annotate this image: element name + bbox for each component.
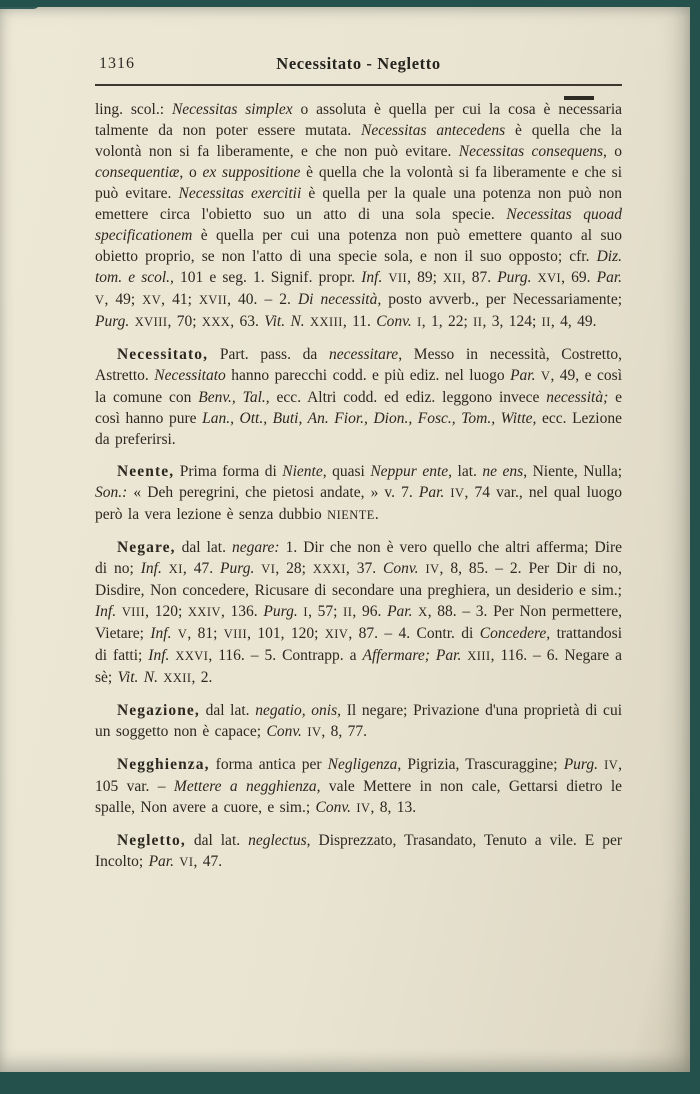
entry-necessita-continuation bbox=[95, 99, 622, 333]
rule-accent-mark bbox=[564, 96, 594, 100]
text-run: Son.: bbox=[95, 484, 128, 501]
text-run: Purg. bbox=[563, 756, 598, 773]
text-run: lat. bbox=[452, 463, 483, 480]
text-run: e così hanno pure bbox=[95, 389, 622, 427]
entry-negletto bbox=[95, 830, 622, 873]
text-run: , 11. bbox=[342, 313, 377, 330]
text-run: è quella per la quale una potenza non può non emettere circa l'obietto suo un atto di una sola specie. bbox=[95, 185, 622, 223]
text-run: necessità; bbox=[546, 389, 609, 406]
text-run: Vit. N. bbox=[264, 313, 305, 330]
text-run: XV bbox=[142, 293, 162, 307]
text-run: o assoluta è quella per cui la cosa è necessaria talmente da non poter essere mutata. bbox=[95, 101, 623, 139]
text-run: Vit. N. bbox=[117, 669, 158, 686]
text-run: I bbox=[417, 315, 422, 329]
text-run: Benv., Tal., bbox=[198, 389, 270, 406]
text-run: XVII bbox=[198, 293, 228, 307]
headword: Negazione, bbox=[117, 702, 200, 719]
text-run bbox=[162, 560, 169, 577]
text-run: dal lat. bbox=[199, 702, 256, 719]
text-run: « Deh peregrini, che pietosi andate, » v. 7. bbox=[127, 484, 419, 501]
text-run: Inf. bbox=[150, 625, 172, 642]
text-run: , Niente, Nulla; bbox=[523, 463, 623, 480]
text-run: Purg. bbox=[220, 560, 255, 577]
text-run: XXIV bbox=[187, 605, 221, 619]
text-run: , Disprezzato, Trasandato, Tenuto a vile. E per Incolto; bbox=[95, 832, 622, 870]
text-run: XVIII bbox=[134, 315, 168, 329]
text-run: Necessitas simplex bbox=[171, 101, 293, 118]
text-run: , 2. bbox=[191, 669, 213, 686]
text-run: IV bbox=[425, 562, 440, 576]
text-run: Part. pass. da bbox=[208, 346, 330, 363]
text-run: , o bbox=[179, 164, 203, 181]
text-run: vale Mettere in non cale, Gettarsi dietro le spalle, Non avere a cuore, e sim.; bbox=[95, 778, 623, 816]
text-run: neglectus bbox=[248, 832, 307, 849]
text-run: X bbox=[418, 605, 428, 619]
text-run: , 49; bbox=[104, 291, 143, 308]
text-run: dal lat. bbox=[185, 832, 249, 849]
text-run: XXX bbox=[201, 315, 231, 329]
text-run: posto avverb., per Necessariamente; bbox=[381, 291, 623, 308]
text-run: XVI bbox=[537, 271, 562, 285]
text-run: , 74 var., nel qual luogo però la vera lezione è senza dubbio bbox=[95, 484, 622, 523]
text-run: è quella che la volontà si fa liberamente e che si può evitare. bbox=[95, 164, 623, 202]
text-run: , o bbox=[603, 143, 623, 160]
headword: Necessitato, bbox=[117, 346, 209, 363]
text-run: , 1, 22; bbox=[421, 313, 474, 330]
text-run: , 3, 124; bbox=[482, 313, 542, 330]
text-run: , 87. – 4. Contr. di bbox=[348, 625, 480, 642]
text-run: Par. bbox=[435, 647, 462, 664]
text-run: , 8, 13. bbox=[370, 799, 417, 816]
page-content bbox=[95, 52, 622, 873]
running-title: Necessitato - Negletto bbox=[276, 54, 441, 73]
text-run: Purg. bbox=[263, 603, 298, 620]
text-run: Diz. tom. e scol., bbox=[95, 248, 622, 286]
text-run: ecc. Lezione da preferirsi. bbox=[95, 410, 622, 448]
text-run: IV bbox=[604, 758, 619, 772]
text-run: 1. Dir che non è vero quello che altri afferma; Dire di no; bbox=[95, 539, 622, 577]
text-run: , 57; bbox=[308, 603, 344, 620]
text-run: , 28; bbox=[275, 560, 313, 577]
text-run: Inf. bbox=[361, 269, 383, 286]
text-run: VI bbox=[179, 855, 194, 869]
text-run: , Pigrizia, Trascuraggine; bbox=[397, 756, 564, 773]
text-run: , 101, 120; bbox=[247, 625, 325, 642]
text-run: negatio, onis, bbox=[255, 702, 342, 719]
text-run: , 8, 85. – 2. Per Dir di no, Disdire, Non concedere, Ricusare di secondare una preghiera, un desiderio e sim.; bbox=[95, 560, 623, 599]
text-run: XXXI bbox=[312, 562, 346, 576]
text-run: Purg. bbox=[497, 269, 532, 286]
text-run: , 81; bbox=[187, 625, 224, 642]
headword: Negare, bbox=[117, 539, 176, 556]
text-run: , 41; bbox=[161, 291, 199, 308]
text-run: Necessitas quoad specificationem bbox=[95, 206, 623, 244]
text-run: ex suppositione bbox=[202, 164, 301, 181]
text-run: NIENTE bbox=[327, 508, 375, 522]
text-run: Inf. bbox=[140, 560, 162, 577]
text-run: XIII bbox=[467, 649, 491, 663]
text-run: XI bbox=[168, 562, 183, 576]
page-number: 1316 bbox=[99, 55, 135, 72]
text-run: Purg. bbox=[95, 313, 130, 330]
text-run: V bbox=[177, 627, 188, 641]
text-run: II bbox=[541, 315, 551, 329]
text-run: V bbox=[95, 293, 105, 307]
text-run: IV bbox=[307, 725, 322, 739]
text-run: , 49, e così la comune con bbox=[95, 367, 622, 406]
text-run: , 120; bbox=[145, 603, 188, 620]
text-run: , 136. bbox=[220, 603, 264, 620]
entry-negazione bbox=[95, 700, 622, 743]
headword: Neente, bbox=[117, 463, 175, 480]
text-run: Prima forma di bbox=[174, 463, 283, 480]
text-run: Conv. bbox=[315, 799, 351, 816]
text-run: , 63. bbox=[230, 313, 265, 330]
entry-negghienza bbox=[95, 754, 622, 819]
text-run: Lan., Ott., Buti, An. Fior., Dion., Fosc., Tom., Witte, bbox=[202, 410, 537, 427]
text-run: Inf. bbox=[95, 603, 117, 620]
text-run: forma antica per bbox=[209, 756, 328, 773]
header-rule bbox=[95, 84, 622, 86]
text-run: , 87. bbox=[461, 269, 498, 286]
text-run: IV bbox=[450, 486, 465, 500]
text-run: , 105 var. – bbox=[95, 756, 623, 795]
entry-negare bbox=[95, 537, 622, 689]
text-run: XIV bbox=[324, 627, 349, 641]
text-run: , 116. – 6. Negare a sè; bbox=[95, 647, 622, 686]
headword: Negghienza, bbox=[117, 756, 210, 773]
page-header bbox=[95, 52, 622, 78]
text-run: Inf. bbox=[148, 647, 170, 664]
text-run: , 88. – 3. Per Non permettere, Vietare; bbox=[95, 603, 623, 642]
text-run: 101 e seg. 1. Signif. propr. bbox=[173, 269, 362, 286]
text-run: ne ens bbox=[482, 463, 524, 480]
text-run: Neppur ente, bbox=[370, 463, 453, 480]
text-run: Par. bbox=[418, 484, 445, 501]
text-run: Mettere a negghienza, bbox=[173, 778, 321, 795]
text-run: VII bbox=[388, 271, 408, 285]
text-run: XXVI bbox=[175, 649, 209, 663]
text-run: VI bbox=[261, 562, 276, 576]
text-run: Affermare; bbox=[362, 647, 430, 664]
text-run: VIII bbox=[223, 627, 248, 641]
text-run: Di necessità, bbox=[297, 291, 382, 308]
text-run: Niente bbox=[282, 463, 323, 480]
text-run: ecc. Altri codd. ed ediz. leggono invece bbox=[269, 389, 547, 406]
text-run: , 8, 77. bbox=[321, 723, 368, 740]
text-run: è quella che la volontà non si fa liberamente, e che non può evitare. bbox=[95, 122, 622, 160]
entry-necessitato bbox=[95, 344, 622, 450]
text-run: , 47. bbox=[193, 853, 223, 870]
text-run: II bbox=[343, 605, 353, 619]
text-run: Conv. bbox=[383, 560, 419, 577]
text-run: XII bbox=[443, 271, 462, 285]
text-run: Necessitas consequens bbox=[458, 143, 604, 160]
text-run: Il negare; Privazione d'una proprietà di cui un soggetto non è capace; bbox=[95, 702, 622, 740]
text-run: Necessitas antecedens bbox=[361, 122, 506, 139]
text-run: dal lat. bbox=[175, 539, 232, 556]
scan-corner-shadow bbox=[0, 0, 40, 9]
text-run: , Messo in necessità, Costretto, Astretto. bbox=[95, 346, 622, 384]
text-run: Necessitas exercitii bbox=[178, 185, 302, 202]
text-run: necessitare bbox=[329, 346, 399, 363]
text-run: , 37. bbox=[345, 560, 384, 577]
text-run: hanno parecchi codd. e più ediz. nel luogo bbox=[225, 367, 511, 384]
text-run: XXII bbox=[163, 671, 192, 685]
text-run: , 116. – 5. Contrapp. a bbox=[208, 647, 363, 664]
text-run: consequentiæ bbox=[95, 164, 180, 181]
text-body bbox=[95, 99, 622, 873]
text-run: , 47. bbox=[182, 560, 221, 577]
text-run: Par. bbox=[510, 367, 536, 384]
text-run: , 40. – 2. bbox=[227, 291, 298, 308]
text-run: Conv. bbox=[376, 313, 412, 330]
entry-neente bbox=[95, 461, 622, 526]
text-run: , 69. bbox=[561, 269, 597, 286]
text-run: , 96. bbox=[352, 603, 388, 620]
text-run: XXIII bbox=[310, 315, 343, 329]
text-run: trattandosi di fatti; bbox=[95, 625, 623, 664]
headword: Negletto, bbox=[117, 832, 186, 849]
text-run: IV bbox=[356, 801, 371, 815]
text-run: II bbox=[473, 315, 483, 329]
text-run: Necessitato bbox=[154, 367, 226, 384]
text-run: , quasi bbox=[322, 463, 371, 480]
text-run: Par. bbox=[148, 853, 175, 870]
text-run: , 4, 49. bbox=[550, 313, 597, 330]
book-page bbox=[0, 7, 690, 1072]
text-run: Negligenza bbox=[327, 756, 398, 773]
text-run: . bbox=[374, 506, 379, 523]
text-run: , 70; bbox=[167, 313, 202, 330]
text-run: è quella per cui una potenza non può emettere quanto al suo obietto proprio, se non l'atto di una specie sola, e non il suo opposto; cfr. bbox=[95, 227, 622, 265]
text-run: Concedere, bbox=[479, 625, 551, 642]
text-run: V bbox=[541, 369, 551, 383]
text-run: ling. scol.: bbox=[95, 101, 172, 118]
text-run: , 89; bbox=[407, 269, 444, 286]
text-run: Par. bbox=[596, 269, 623, 286]
text-run: Par. bbox=[387, 603, 413, 620]
text-run: I bbox=[303, 605, 309, 619]
text-run: Conv. bbox=[266, 723, 302, 740]
text-run: VIII bbox=[121, 605, 146, 619]
text-run: negare: bbox=[231, 539, 280, 556]
